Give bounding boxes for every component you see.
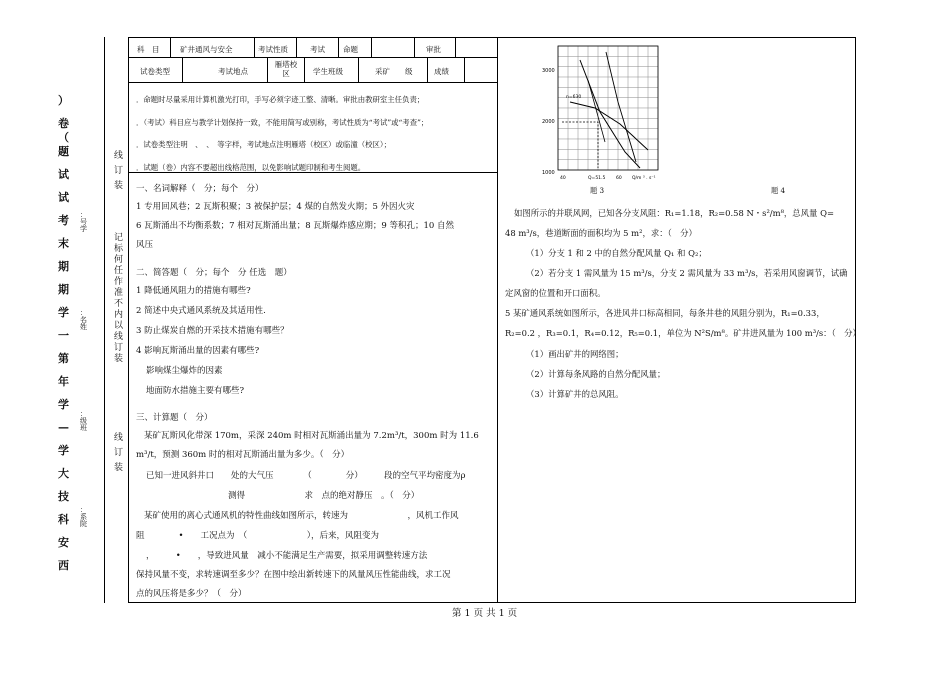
title-char: 年: [58, 375, 69, 388]
title-char: 末: [58, 237, 69, 250]
y-tick: 2000: [542, 119, 555, 125]
score-label: 成绩: [434, 67, 449, 76]
fan-curve-figure: [540, 42, 680, 182]
right-question-line: 如图所示的并联风网，已知各分支风阻：R₁=1.18，R₂=0.58 N・s²/m⁸，总风量 Q=: [514, 208, 834, 218]
calc-question-line: ， • ，导致进风量 减小不能满足生产需要，拟采用调整转速方法: [146, 551, 428, 561]
exam-nature-value: 考试: [310, 45, 325, 54]
title-char: （: [58, 131, 69, 144]
field-colon: ：: [80, 309, 87, 317]
term-line: 风压: [136, 240, 154, 250]
student-field-label: [80, 411, 87, 432]
binding-char: 准: [114, 288, 124, 298]
student-field-label: [80, 507, 87, 528]
title-char: 技: [58, 490, 69, 503]
x-tick: 60: [616, 176, 622, 181]
title-char: —: [58, 421, 69, 434]
header-cell-divider: [304, 57, 305, 82]
title-char: 期: [58, 260, 69, 273]
binding-char: 订: [114, 343, 124, 353]
title-char: 科: [58, 513, 69, 526]
class-label: 学生班级: [313, 67, 343, 76]
header-row-line-1: [128, 57, 497, 58]
short-question: 影响煤尘爆炸的因素: [146, 366, 223, 376]
term-line: 6 瓦斯涌出不均衡系数；7 相对瓦斯涌出量；8 瓦斯爆炸感应期；9 等积孔；10 自然: [136, 221, 454, 231]
title-char: 试: [58, 191, 69, 204]
title-char: 考: [58, 214, 69, 227]
title-char: 试: [58, 168, 69, 181]
binding-char: 订: [114, 166, 124, 176]
header-cell-divider: [427, 57, 428, 82]
field-colon: ：: [80, 211, 87, 219]
section-title: 一、名词解释（ 分；每个 分）: [136, 184, 264, 194]
header-cell-divider: [170, 37, 171, 57]
field-label-char: 名: [80, 316, 87, 324]
short-question: 4 影响瓦斯涌出量的因素有哪些?: [136, 346, 260, 356]
binding-char: 不: [114, 299, 124, 309]
title-char: 学: [58, 444, 69, 457]
page-footer: 第 1 页 共 1 页: [452, 608, 518, 619]
right-question-line: 48 m³/s，巷道断面的面积均为 5 m²，求：（ 分）: [505, 228, 697, 238]
curve-label: n=630: [566, 95, 582, 100]
field-label-char: 班: [80, 424, 87, 432]
y-tick: 1000: [542, 170, 555, 176]
calc-question-line: 阻 • 工况点为 （ ），后来，风阻变为: [136, 531, 380, 541]
bind-line-note: [114, 234, 123, 364]
student-field-label: [80, 212, 87, 233]
binding-char: 标: [114, 244, 124, 254]
calc-question-line: m³/t，预测 360m 时的相对瓦斯涌出量为多少。（ 分）: [136, 450, 350, 460]
figure4-label: 题 4: [771, 186, 786, 195]
binding-char: 作: [114, 277, 124, 287]
x-tick: 40: [560, 176, 566, 181]
figure3-label: 题 3: [590, 186, 605, 195]
location-label: 考试地点: [218, 67, 248, 76]
field-colon: ：: [80, 506, 87, 514]
binding-line: [104, 37, 105, 603]
right-question-line: （1）分支 1 和 2 中的自然分配风量 Q₁ 和 Q₂；: [526, 248, 707, 258]
right-question-line: （2）若分支 1 需风量为 15 m³/s，分支 2 需风量为 33 m³/s，若采用风窗调节，试确: [526, 268, 848, 278]
header-cell-divider: [414, 37, 415, 57]
x-tick: Q=51.5: [588, 176, 606, 181]
binding-char: 装: [114, 354, 124, 364]
right-question-line: 定风窗的位置和开口面积。: [505, 288, 606, 298]
binding-char: 以: [114, 321, 124, 331]
field-colon: ：: [80, 410, 87, 418]
field-label-char: 号: [80, 218, 87, 226]
title-char: 第: [58, 352, 69, 365]
field-label-char: 姓: [80, 323, 87, 331]
field-label-char: 学: [80, 225, 87, 233]
title-char: 大: [58, 467, 69, 480]
header-cell-divider: [182, 57, 183, 82]
right-question-line: （3）计算矿井的总风阻。: [526, 389, 624, 399]
title-char: 学: [58, 306, 69, 319]
header-cell-divider: [267, 57, 268, 82]
header-cell-divider: [455, 37, 456, 57]
header-cell-divider: [338, 37, 339, 57]
paper-title-vertical: [58, 95, 69, 580]
bind-line-mark-2: [114, 434, 123, 473]
title-char: 卷: [58, 117, 69, 130]
field-label-char: 院: [80, 520, 87, 528]
binding-char: 内: [114, 310, 124, 320]
x-unit: Q/m ³ . s⁻¹: [632, 176, 656, 181]
instruction-note: ．试卷类型注明 、 、 等字样，考试地点注明雁塔（校区）或临潼（校区）；: [136, 140, 391, 149]
instruction-note: ．命题时尽量采用计算机激光打印，手写必须字迹工整、清晰。审批由教研室主任负责；: [136, 95, 425, 104]
calc-question-line: 测得 求 点的绝对静压 。（ 分）: [228, 491, 420, 501]
exam-nature-label: 考试性质: [258, 45, 288, 54]
short-question: 1 降低通风阻力的措施有哪些?: [136, 286, 251, 296]
header-cell-divider: [254, 37, 255, 57]
binding-char: 线: [114, 332, 124, 342]
binding-char: 线: [114, 151, 124, 161]
title-char: 题: [58, 145, 69, 158]
header-cell-divider: [296, 37, 297, 57]
header-cell-divider: [358, 57, 359, 82]
binding-char: 任: [114, 266, 124, 276]
title-char: 西: [58, 559, 69, 572]
section-title: 二、简答题（ 分；每个 分 任选 题）: [136, 268, 292, 278]
calc-question-line: 已知一进风斜井口 处的大气压 （ 分） 段的空气平均密度为ρ: [146, 471, 466, 481]
right-question-line: R₂=0.2 ，R₃=0.1，R₄=0.12，R₅=0.1，单位为 N²S/m⁸。矿井进风量为 100 m³/s：（ 分）: [505, 328, 861, 338]
calc-question-line: 某矿使用的离心式通风机的特性曲线如图所示，转速为 ，风机工作风: [144, 511, 459, 521]
title-char: 安: [58, 536, 69, 549]
header-row-line-2: [128, 82, 497, 83]
binding-char: 记: [114, 233, 124, 243]
location-value: 雁塔校区: [274, 60, 298, 79]
subject-label: 科 目: [137, 45, 160, 54]
title-char: 一: [58, 329, 69, 342]
instruction-note: ．试题（卷）内容不要超出线格范围，以免影响试题印制和考生阅题。: [136, 162, 366, 172]
binding-char: 线: [114, 433, 124, 443]
short-question: 2 简述中央式通风系统及其适用性.: [136, 306, 266, 316]
y-tick: 3000: [542, 68, 555, 74]
binding-char: 何: [114, 255, 124, 265]
term-line: 1 专用回风巷；2 瓦斯积聚；3 被保护层；4 煤的自然发火期；5 外因火灾: [136, 202, 415, 212]
calc-question-line: 保持风量不变，求转速调至多少？在图中绘出新转速下的风量风压性能曲线，求工况: [136, 570, 451, 580]
calc-question-line: 某矿瓦斯风化带深 170m，采深 240m 时相对瓦斯涌出量为 7.2m³/t，300m 时为 11.6: [144, 431, 479, 441]
binding-char: 订: [114, 448, 124, 458]
calc-question-line: 点的风压将是多少？（ 分）: [136, 589, 247, 599]
review-label: 审批: [426, 45, 441, 54]
short-question: 地面防水措施主要有哪些?: [146, 386, 245, 396]
right-question-line: （1）画出矿井的网络图；: [526, 349, 624, 359]
title-char: ）: [58, 94, 69, 107]
center-divider: [497, 37, 498, 603]
setter-label: 命题: [343, 45, 358, 54]
header-cell-divider: [371, 37, 372, 57]
student-field-label: [80, 310, 87, 331]
right-question-line: （2）计算每条风路的自然分配风量；: [526, 369, 666, 379]
bind-line-mark-1: [114, 152, 123, 191]
short-question: 3 防止煤炭自燃的开采技术措施有哪些？: [136, 326, 289, 336]
title-char: 期: [58, 283, 69, 296]
binding-char: 装: [114, 463, 124, 473]
title-char: 学: [58, 398, 69, 411]
binding-char: 装: [114, 181, 124, 191]
instruction-note: ．（考试）科目应与教学计划保持一致，不能用简写或别称，考试性质为“考试”或“考查”；: [136, 117, 429, 127]
subject-value: 矿井通风与安全: [180, 45, 233, 54]
field-label-char: 级: [80, 417, 87, 425]
paper-type-label: 试卷类型: [140, 67, 170, 76]
field-label-char: 系: [80, 513, 87, 521]
class-value: 采矿 级: [375, 67, 413, 76]
section-title: 三、计算题（ 分）: [136, 413, 213, 423]
header-cell-divider: [464, 57, 465, 82]
right-question-line: 5 某矿通风系统如图所示，各进风井口标高相同，每条井巷的风阻分别为，R₁=0.33，: [505, 308, 825, 318]
